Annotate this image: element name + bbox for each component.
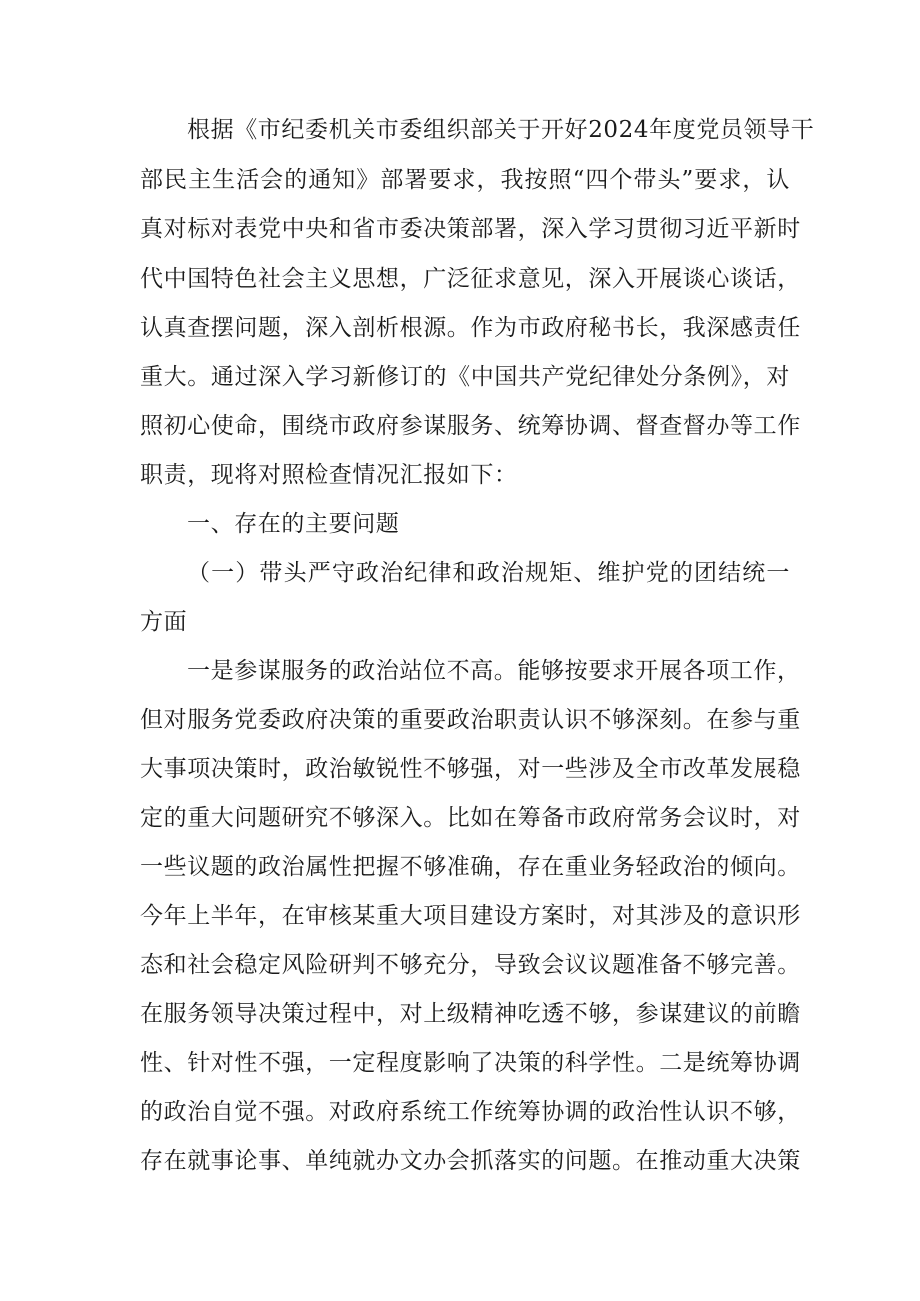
body-line-9: 性、针对性不强，一定程度影响了决策的科学性。二是统筹协调 — [140, 1050, 801, 1076]
subheading-line-2: 方面 — [140, 609, 188, 635]
body-line-8: 在服务领导决策过程中，对上级精神吃透不够，参谋建议的前瞻 — [140, 1001, 801, 1027]
intro-line-2: 部民主生活会的通知》部署要求，我按照“四个带头”要求，认 — [140, 167, 790, 193]
body-line-3: 大事项决策时，政治敏锐性不够强，对一些涉及全市改革发展稳 — [140, 756, 801, 782]
body-line-2: 但对服务党委政府决策的重要政治职责认识不够深刻。在参与重 — [140, 707, 801, 733]
intro-line-8: 职责，现将对照检查情况汇报如下： — [140, 462, 518, 488]
body-line-4: 定的重大问题研究不够深入。比如在筹备市政府常务会议时，对 — [140, 805, 801, 831]
body-line-1: 一是参谋服务的政治站位不高。能够按要求开展各项工作， — [187, 658, 801, 684]
body-line-6: 今年上半年，在审核某重大项目建设方案时，对其涉及的意识形 — [140, 903, 801, 929]
body-line-7: 态和社会稳定风险研判不够充分，导致会议议题准备不够完善。 — [140, 952, 801, 978]
subheading-line-1: （一）带头严守政治纪律和政治规矩、维护党的团结统一 — [187, 560, 790, 586]
body-line-11: 存在就事论事、单纯就办文办会抓落实的问题。在推动重大决策 — [140, 1148, 801, 1174]
section-heading: 一、存在的主要问题 — [187, 511, 400, 537]
intro-line-3: 真对标对表党中央和省市委决策部署，深入学习贯彻习近平新时 — [140, 216, 801, 242]
body-line-10: 的政治自觉不强。对政府系统工作统筹协调的政治性认识不够， — [140, 1099, 801, 1125]
body-line-5: 一些议题的政治属性把握不够准确，存在重业务轻政治的倾向。 — [140, 854, 801, 880]
intro-line-1: 根据《市纪委机关市委组织部关于开好2024年度党员领导干 — [187, 117, 815, 143]
intro-line-7: 照初心使命，围绕市政府参谋服务、统筹协调、督查督办等工作 — [140, 413, 801, 439]
intro-line-4: 代中国特色社会主义思想，广泛征求意见，深入开展谈心谈话， — [140, 266, 801, 292]
intro-line-5: 认真查摆问题，深入剖析根源。作为市政府秘书长，我深感责任 — [140, 315, 801, 341]
intro-line-6: 重大。通过深入学习新修订的《中国共产党纪律处分条例》，对 — [140, 364, 790, 390]
